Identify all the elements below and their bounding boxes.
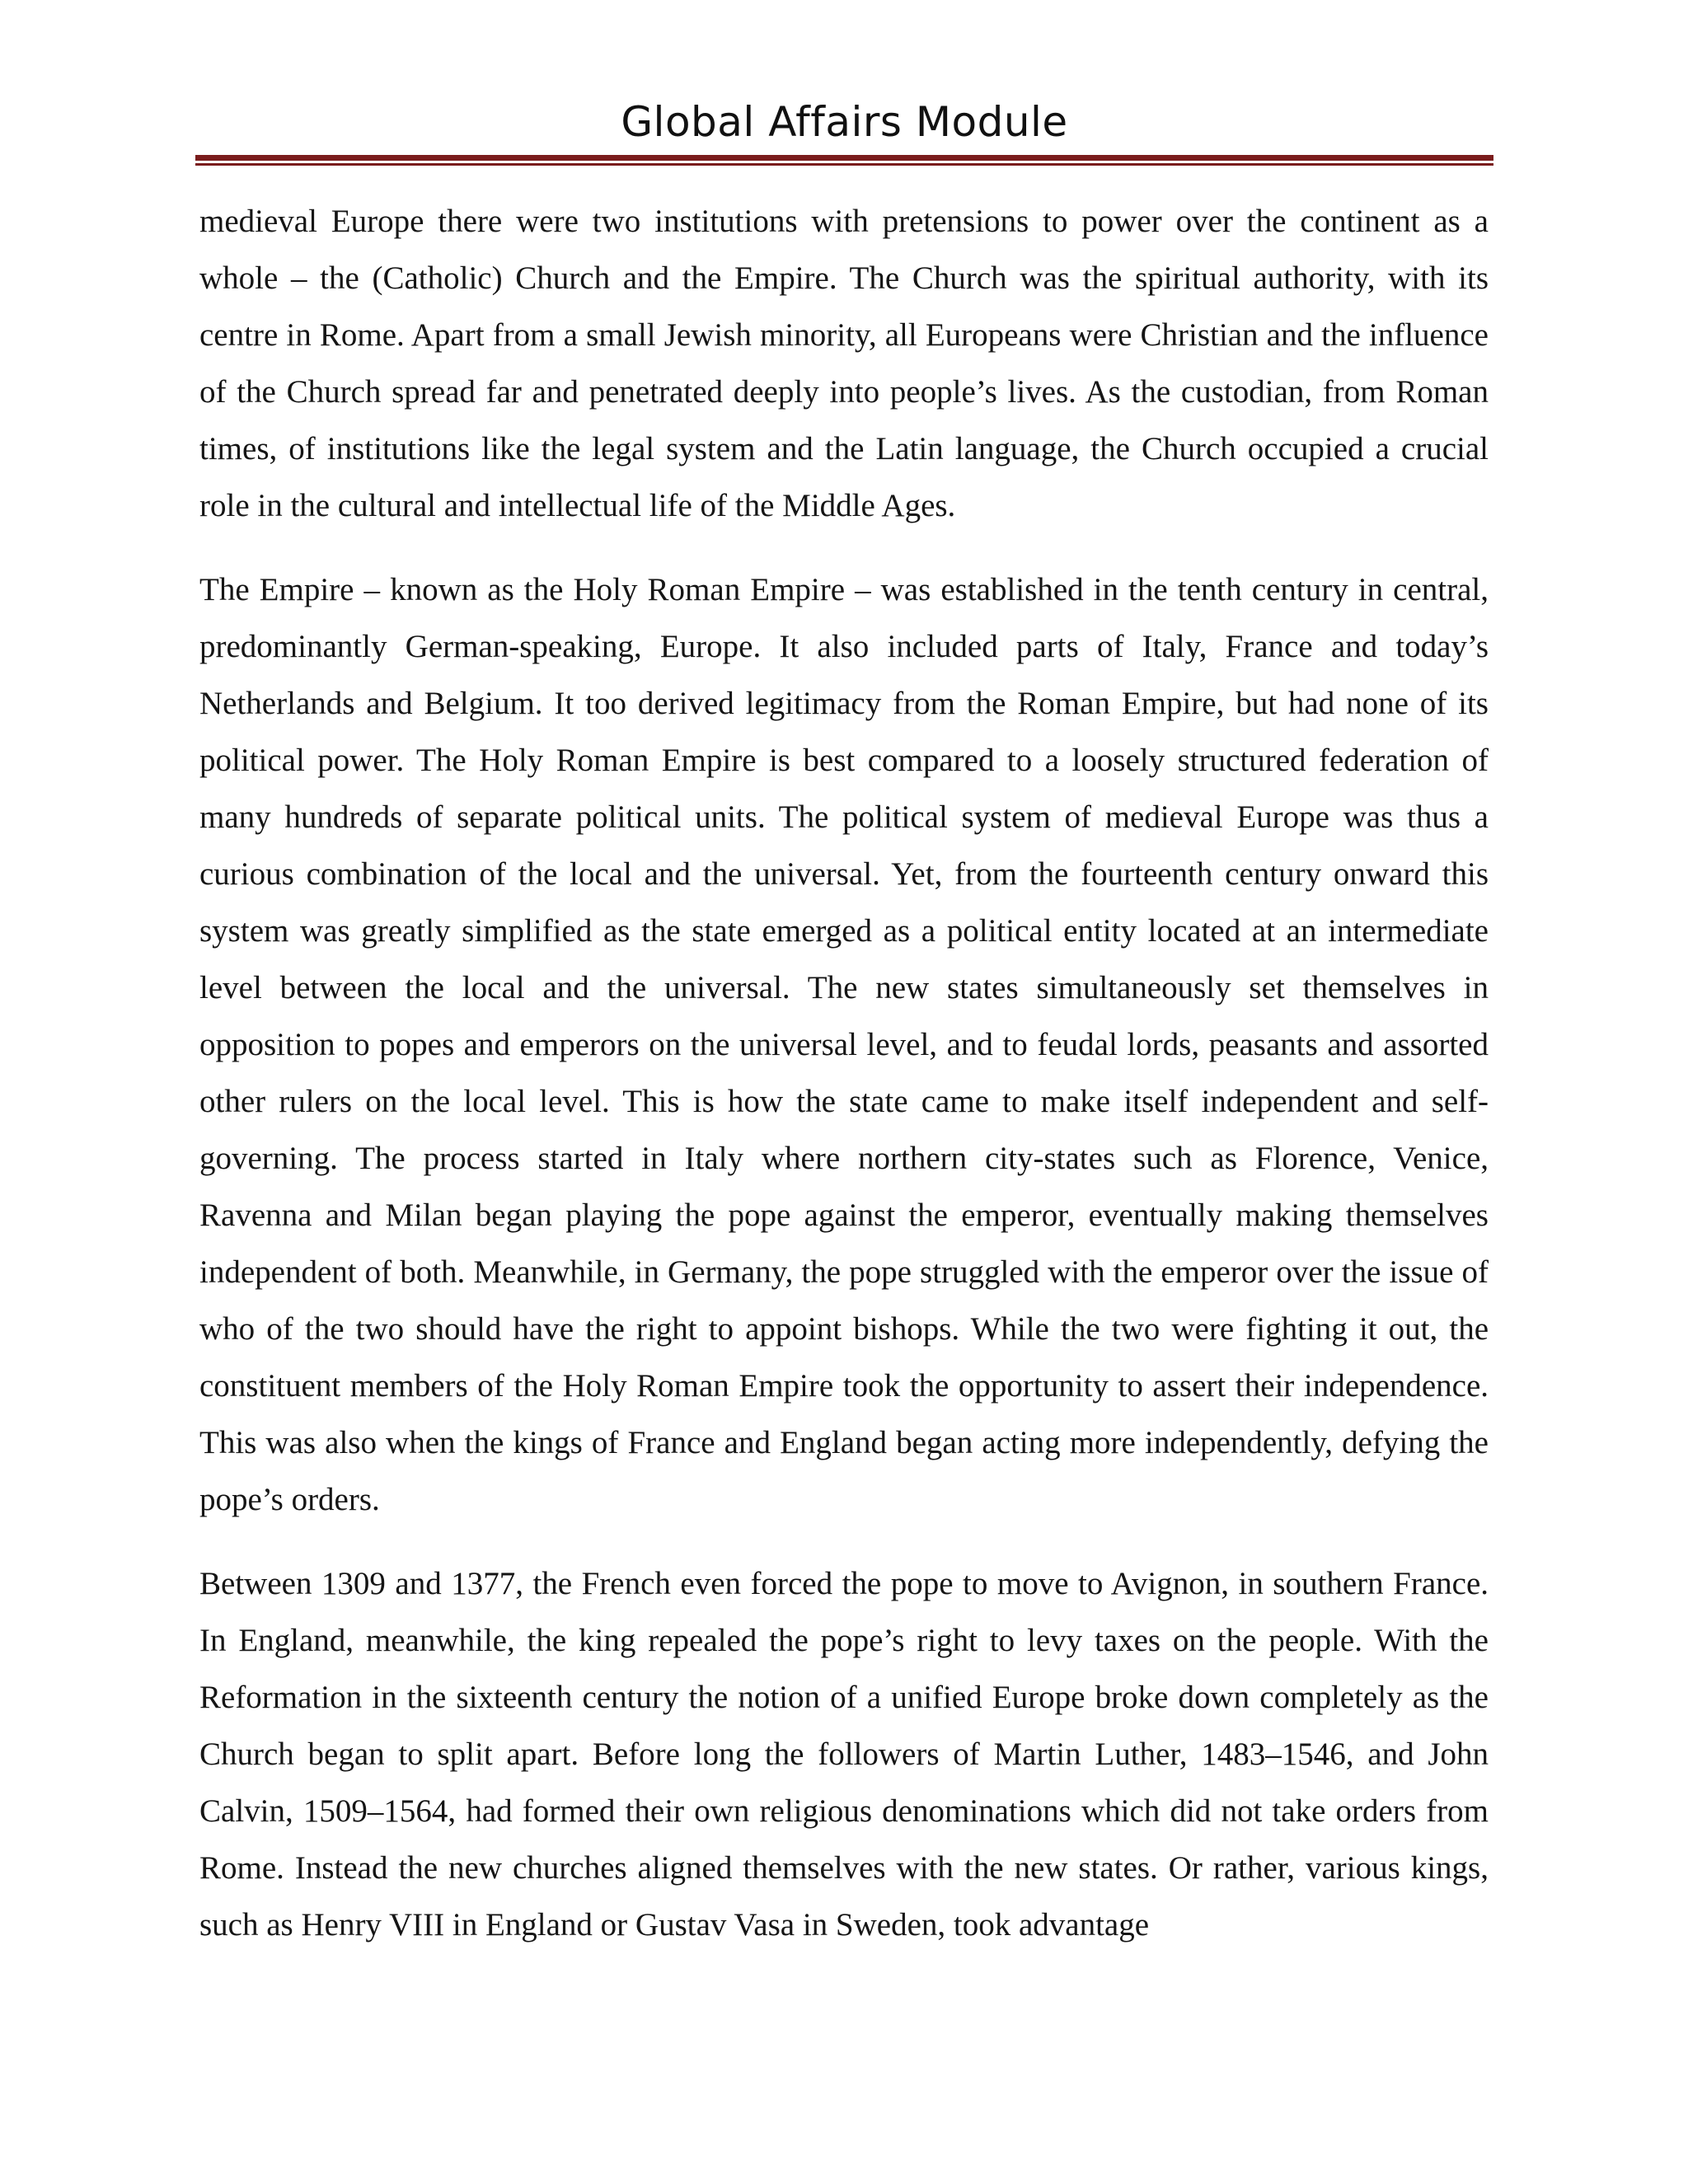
header-rule-thin (195, 163, 1493, 166)
paragraph-3: Between 1309 and 1377, the French even forced the pope to move to Avignon, in southern France. In England, meanwhile, the king repealed the pope’s right to levy taxes on the people. With the Reformation in the sixteenth century the notion of a unified Europe broke down completely as the Church began to split apart. Before long the followers of Martin Luther, 1483–1546, and John Calvin, 1509–1564, had formed their own religious denominations which did not take orders from Rome. Instead the new churches aligned themselves with the new states. Or rather, various kings, such as Henry VIII in England or Gustav Vasa in Sweden, took advantage (199, 1566, 1489, 1943)
paragraph-1: medieval Europe there were two institutions with pretensions to power over the continent as a whole – the (Catholic) Church and the Empire. The Church was the spiritual authority, with its centre in Rome. Apart from a small Jewish minority, all Europeans were Christian and the influence of the Church spread far and penetrated deeply into people’s lives. As the custodian, from Roman times, of institutions like the legal system and the Latin language, the Church occupied a crucial role in the cultural and intellectual life of the Middle Ages. (199, 204, 1489, 523)
paragraph-2: The Empire – known as the Holy Roman Empire – was established in the tenth century in central, predominantly German-speaking, Europe. It also included parts of Italy, France and today’s Netherlands and Belgium. It too derived legitimacy from the Roman Empire, but had none of its political power. The Holy Roman Empire is best compared to a loosely structured federation of many hundreds of separate political units. The political system of medieval Europe was thus a curious combination of the local and the universal. Yet, from the fourteenth century onward this system was greatly simplified as the state emerged as a political entity located at an intermediate level between the local and the universal. The new states simultaneously set themselves in opposition to popes and emperors on the universal level, and to feudal lords, peasants and assorted other rulers on the local level. This is how the state came to make itself independent and self-governing. The process started in Italy where northern city-states such as Florence, Venice, Ravenna and Milan began playing the pope against the emperor, eventually making themselves independent of both. Meanwhile, in Germany, the pope struggled with the emperor over the issue of who of the two should have the right to appoint bishops. While the two were fighting it out, the constituent members of the Holy Roman Empire took the opportunity to assert their independence. This was also when the kings of France and England began acting more independently, defying the pope’s orders. (199, 572, 1489, 1517)
body-text (199, 193, 1489, 1980)
page-header-title: Global Affairs Module (621, 98, 1068, 146)
header-rule-thick (195, 155, 1493, 161)
